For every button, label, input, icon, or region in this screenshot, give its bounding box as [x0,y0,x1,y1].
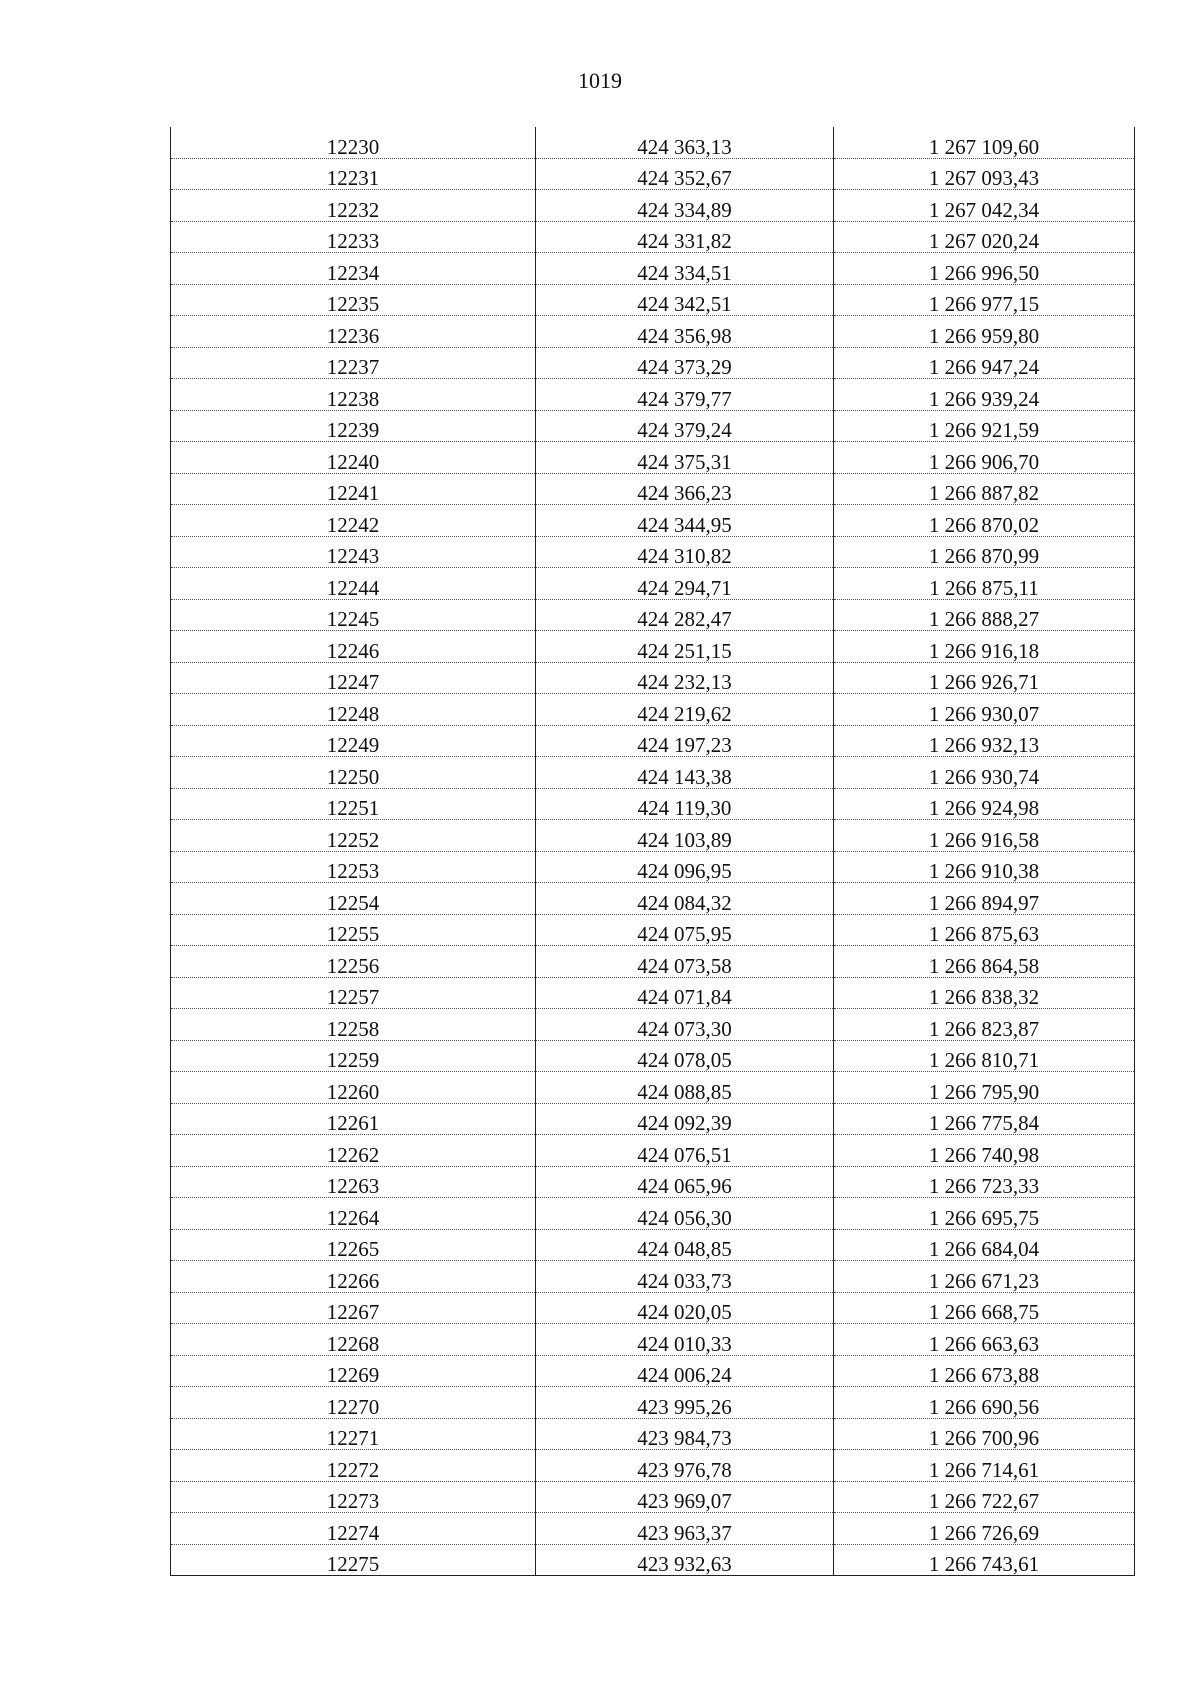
y-coordinate-cell: 1 266 823,87 [834,1009,1135,1041]
y-coordinate-cell: 1 266 722,67 [834,1481,1135,1513]
table-row [171,284,1135,316]
table-row [171,599,1135,631]
point-number-cell: 12234 [171,253,536,285]
point-number-cell: 12269 [171,1355,536,1387]
x-coordinate-cell: 424 103,89 [536,820,834,852]
table-row [171,757,1135,789]
y-coordinate-cell: 1 266 700,96 [834,1418,1135,1450]
y-coordinate-cell: 1 266 996,50 [834,253,1135,285]
x-coordinate-cell: 424 096,95 [536,851,834,883]
point-number-cell: 12251 [171,788,536,820]
x-coordinate-cell: 424 071,84 [536,977,834,1009]
x-coordinate-cell: 424 092,39 [536,1103,834,1135]
point-number-cell: 12249 [171,725,536,757]
y-coordinate-cell: 1 266 910,38 [834,851,1135,883]
table-row [171,631,1135,663]
point-number-cell: 12261 [171,1103,536,1135]
y-coordinate-cell: 1 266 743,61 [834,1544,1135,1576]
x-coordinate-cell: 424 119,30 [536,788,834,820]
y-coordinate-cell: 1 266 947,24 [834,347,1135,379]
x-coordinate-cell: 424 197,23 [536,725,834,757]
coordinates-table-body [171,127,1135,1576]
point-number-cell: 12255 [171,914,536,946]
y-coordinate-cell: 1 267 109,60 [834,127,1135,158]
table-row [171,1166,1135,1198]
table-row [171,379,1135,411]
x-coordinate-cell: 424 310,82 [536,536,834,568]
x-coordinate-cell: 424 219,62 [536,694,834,726]
y-coordinate-cell: 1 266 695,75 [834,1198,1135,1230]
y-coordinate-cell: 1 266 723,33 [834,1166,1135,1198]
y-coordinate-cell: 1 266 916,18 [834,631,1135,663]
x-coordinate-cell: 424 379,24 [536,410,834,442]
point-number-cell: 12237 [171,347,536,379]
point-number-cell: 12264 [171,1198,536,1230]
table-row [171,883,1135,915]
x-coordinate-cell: 424 076,51 [536,1135,834,1167]
point-number-cell: 12259 [171,1040,536,1072]
point-number-cell: 12236 [171,316,536,348]
x-coordinate-cell: 424 143,38 [536,757,834,789]
y-coordinate-cell: 1 266 916,58 [834,820,1135,852]
point-number-cell: 12272 [171,1450,536,1482]
x-coordinate-cell: 424 282,47 [536,599,834,631]
point-number-cell: 12273 [171,1481,536,1513]
x-coordinate-cell: 424 331,82 [536,221,834,253]
table-row [171,694,1135,726]
y-coordinate-cell: 1 266 939,24 [834,379,1135,411]
point-number-cell: 12267 [171,1292,536,1324]
y-coordinate-cell: 1 266 690,56 [834,1387,1135,1419]
table-row [171,158,1135,190]
x-coordinate-cell: 424 352,67 [536,158,834,190]
table-row [171,1261,1135,1293]
point-number-cell: 12248 [171,694,536,726]
table-row [171,1481,1135,1513]
table-row [171,946,1135,978]
table-row [171,473,1135,505]
point-number-cell: 12245 [171,599,536,631]
x-coordinate-cell: 424 084,32 [536,883,834,915]
point-number-cell: 12244 [171,568,536,600]
y-coordinate-cell: 1 266 959,80 [834,316,1135,348]
x-coordinate-cell: 424 344,95 [536,505,834,537]
table-row [171,725,1135,757]
table-row [171,1418,1135,1450]
point-number-cell: 12242 [171,505,536,537]
y-coordinate-cell: 1 266 838,32 [834,977,1135,1009]
point-number-cell: 12238 [171,379,536,411]
table-row [171,977,1135,1009]
y-coordinate-cell: 1 266 663,63 [834,1324,1135,1356]
table-row [171,1103,1135,1135]
point-number-cell: 12254 [171,883,536,915]
y-coordinate-cell: 1 266 906,70 [834,442,1135,474]
x-coordinate-cell: 424 010,33 [536,1324,834,1356]
table-row [171,851,1135,883]
point-number-cell: 12240 [171,442,536,474]
point-number-cell: 12252 [171,820,536,852]
coordinates-table [170,127,1135,1576]
y-coordinate-cell: 1 266 930,74 [834,757,1135,789]
x-coordinate-cell: 424 294,71 [536,568,834,600]
point-number-cell: 12270 [171,1387,536,1419]
point-number-cell: 12250 [171,757,536,789]
point-number-cell: 12260 [171,1072,536,1104]
y-coordinate-cell: 1 266 795,90 [834,1072,1135,1104]
table-row [171,221,1135,253]
x-coordinate-cell: 424 006,24 [536,1355,834,1387]
table-row [171,253,1135,285]
point-number-cell: 12241 [171,473,536,505]
y-coordinate-cell: 1 266 875,11 [834,568,1135,600]
table-row [171,505,1135,537]
table-row [171,1324,1135,1356]
x-coordinate-cell: 423 984,73 [536,1418,834,1450]
table-row [171,347,1135,379]
point-number-cell: 12271 [171,1418,536,1450]
x-coordinate-cell: 424 048,85 [536,1229,834,1261]
table-row [171,1040,1135,1072]
point-number-cell: 12256 [171,946,536,978]
point-number-cell: 12232 [171,190,536,222]
point-number-cell: 12230 [171,127,536,158]
table-row [171,536,1135,568]
table-row [171,1009,1135,1041]
y-coordinate-cell: 1 266 924,98 [834,788,1135,820]
x-coordinate-cell: 424 251,15 [536,631,834,663]
point-number-cell: 12262 [171,1135,536,1167]
x-coordinate-cell: 424 073,58 [536,946,834,978]
table-row [171,190,1135,222]
y-coordinate-cell: 1 266 726,69 [834,1513,1135,1545]
table-row [171,914,1135,946]
x-coordinate-cell: 424 056,30 [536,1198,834,1230]
table-row [171,1450,1135,1482]
x-coordinate-cell: 424 073,30 [536,1009,834,1041]
y-coordinate-cell: 1 266 740,98 [834,1135,1135,1167]
x-coordinate-cell: 424 356,98 [536,316,834,348]
table-row [171,820,1135,852]
y-coordinate-cell: 1 266 894,97 [834,883,1135,915]
x-coordinate-cell: 424 375,31 [536,442,834,474]
point-number-cell: 12239 [171,410,536,442]
point-number-cell: 12247 [171,662,536,694]
y-coordinate-cell: 1 266 870,02 [834,505,1135,537]
table-row [171,1355,1135,1387]
y-coordinate-cell: 1 266 875,63 [834,914,1135,946]
y-coordinate-cell: 1 266 926,71 [834,662,1135,694]
y-coordinate-cell: 1 266 671,23 [834,1261,1135,1293]
point-number-cell: 12268 [171,1324,536,1356]
table-row [171,1135,1135,1167]
point-number-cell: 12275 [171,1544,536,1576]
point-number-cell: 12235 [171,284,536,316]
table-row [171,442,1135,474]
x-coordinate-cell: 423 976,78 [536,1450,834,1482]
point-number-cell: 12246 [171,631,536,663]
table-row [171,127,1135,158]
y-coordinate-cell: 1 267 042,34 [834,190,1135,222]
x-coordinate-cell: 424 334,51 [536,253,834,285]
y-coordinate-cell: 1 267 093,43 [834,158,1135,190]
table-row [171,662,1135,694]
point-number-cell: 12243 [171,536,536,568]
x-coordinate-cell: 423 969,07 [536,1481,834,1513]
page-number: 1019 [578,68,622,93]
x-coordinate-cell: 424 342,51 [536,284,834,316]
x-coordinate-cell: 424 020,05 [536,1292,834,1324]
x-coordinate-cell: 424 373,29 [536,347,834,379]
y-coordinate-cell: 1 266 684,04 [834,1229,1135,1261]
table-row [171,1229,1135,1261]
x-coordinate-cell: 424 334,89 [536,190,834,222]
table-row [171,568,1135,600]
x-coordinate-cell: 424 078,05 [536,1040,834,1072]
y-coordinate-cell: 1 266 714,61 [834,1450,1135,1482]
point-number-cell: 12258 [171,1009,536,1041]
table-row [171,1198,1135,1230]
x-coordinate-cell: 424 033,73 [536,1261,834,1293]
point-number-cell: 12265 [171,1229,536,1261]
y-coordinate-cell: 1 266 870,99 [834,536,1135,568]
x-coordinate-cell: 423 963,37 [536,1513,834,1545]
table-row [171,1292,1135,1324]
y-coordinate-cell: 1 266 887,82 [834,473,1135,505]
point-number-cell: 12233 [171,221,536,253]
x-coordinate-cell: 424 065,96 [536,1166,834,1198]
y-coordinate-cell: 1 266 977,15 [834,284,1135,316]
y-coordinate-cell: 1 266 668,75 [834,1292,1135,1324]
table-row [171,1387,1135,1419]
y-coordinate-cell: 1 266 921,59 [834,410,1135,442]
y-coordinate-cell: 1 266 775,84 [834,1103,1135,1135]
x-coordinate-cell: 423 932,63 [536,1544,834,1576]
x-coordinate-cell: 424 366,23 [536,473,834,505]
y-coordinate-cell: 1 266 888,27 [834,599,1135,631]
table-row [171,788,1135,820]
x-coordinate-cell: 424 075,95 [536,914,834,946]
y-coordinate-cell: 1 267 020,24 [834,221,1135,253]
table-row [171,410,1135,442]
table-row [171,316,1135,348]
point-number-cell: 12266 [171,1261,536,1293]
x-coordinate-cell: 423 995,26 [536,1387,834,1419]
point-number-cell: 12263 [171,1166,536,1198]
y-coordinate-cell: 1 266 864,58 [834,946,1135,978]
table-row [171,1072,1135,1104]
x-coordinate-cell: 424 379,77 [536,379,834,411]
y-coordinate-cell: 1 266 930,07 [834,694,1135,726]
point-number-cell: 12274 [171,1513,536,1545]
x-coordinate-cell: 424 363,13 [536,127,834,158]
table-row [171,1544,1135,1576]
x-coordinate-cell: 424 088,85 [536,1072,834,1104]
table-row [171,1513,1135,1545]
point-number-cell: 12231 [171,158,536,190]
y-coordinate-cell: 1 266 932,13 [834,725,1135,757]
x-coordinate-cell: 424 232,13 [536,662,834,694]
point-number-cell: 12253 [171,851,536,883]
y-coordinate-cell: 1 266 673,88 [834,1355,1135,1387]
point-number-cell: 12257 [171,977,536,1009]
y-coordinate-cell: 1 266 810,71 [834,1040,1135,1072]
